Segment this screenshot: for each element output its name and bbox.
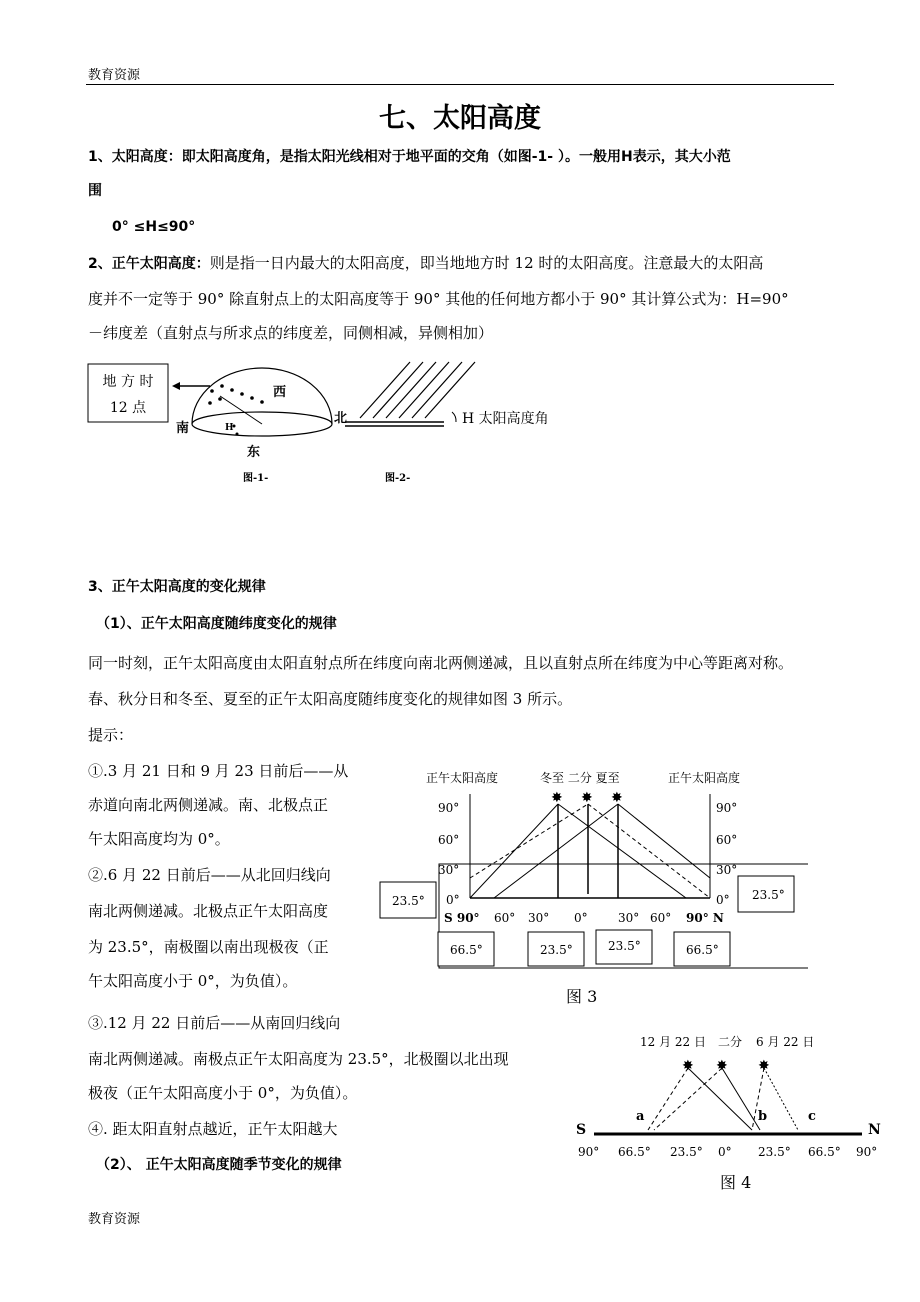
sec2-line3: －纬度差（直射点与所求点的纬度差，同侧相减，异侧相加） (88, 324, 494, 342)
fig3-left-title: 正午太阳高度 (426, 771, 499, 785)
page-title: 七、太阳高度 (379, 103, 541, 134)
fig3-rays (558, 804, 618, 898)
fig1-h: H (225, 423, 234, 433)
fig4-b: b (758, 1109, 768, 1124)
sec1-range: 0° ≤H≤90° (112, 219, 196, 235)
header-rule (86, 84, 834, 85)
fig3-right-title: 正午太阳高度 (668, 771, 741, 785)
fig1-east: 东 (247, 445, 261, 460)
fig1-ray (220, 396, 262, 424)
fig4-c: c (808, 1109, 816, 1124)
sec3-p1: 同一时刻，正午太阳高度由太阳直射点所在纬度向南北两侧递减，且以直射点所在纬度为中心等距离对称。 (88, 654, 794, 672)
sec3-heading: 3、正午太阳高度的变化规律 (88, 579, 266, 595)
sec3-sub1: （1）、正午太阳高度随纬度变化的规律 (96, 616, 337, 632)
fig4-rays (648, 1068, 798, 1130)
fig3-x-s60: 60° (494, 911, 516, 925)
fig4-top-jun: 6 月 22 日 (756, 1035, 815, 1049)
sec3-n2-l3: 为 23.5°，南极圈以南出现极夜（正 (88, 938, 329, 956)
sec3-p2: 春、秋分日和冬至、夏至的正午太阳高度随纬度变化的规律如图 3 所示。 (88, 690, 573, 708)
fig3-box-4-text: 66.5° (686, 943, 719, 957)
fig3-y-90-r: 90° (716, 801, 738, 815)
fig3-y-30-l: 30° (438, 863, 460, 877)
fig4-caption: 图 4 (720, 1173, 752, 1192)
fig3-y-90-l: 90° (438, 801, 460, 815)
sec2-label: 2、正午太阳高度： (88, 256, 210, 272)
fig3-sun-equinox: ✸ (581, 790, 593, 806)
page-header: 教育资源 (88, 68, 141, 83)
fig1-fig2 (80, 356, 600, 496)
sec3-tip: 提示： (88, 726, 134, 744)
fig1-sun-path (208, 384, 264, 435)
fig3-x-n30: 30° (618, 911, 640, 925)
sec3-n4: ④. 距太阳直射点越近，正午太阳越大 (88, 1120, 338, 1138)
fig3-lines (470, 804, 710, 898)
fig4-x-6: 90° (856, 1145, 878, 1159)
fig4-x-5: 66.5° (808, 1145, 841, 1159)
fig4-x-ticks (578, 1145, 877, 1159)
sec2-text: 则是指一日内最大的太阳高度，即当地地方时 12 时的太阳高度。注意最大的太阳高 (209, 254, 764, 272)
fig1-south: 南 (176, 421, 190, 436)
fig3-box-right-text: 23.5° (752, 888, 785, 902)
fig2-rays (360, 362, 475, 418)
fig1-box-line2: 12 点 (109, 400, 147, 416)
fig3-y-60-l: 60° (438, 833, 460, 847)
fig3-box-3-text: 23.5° (608, 939, 641, 953)
fig3-box-left-text: 23.5° (392, 894, 425, 908)
fig2-caption: 图-2- (385, 473, 411, 484)
fig4-sun-2: ✸ (716, 1058, 728, 1074)
fig2-angle-arc (452, 412, 456, 422)
fig3-box-1-text: 66.5° (450, 943, 483, 957)
sec1-line2: 围 (88, 183, 102, 199)
sec3-n1-l2: 赤道向南北两侧递减。南、北极点正 (88, 796, 329, 814)
fig1-west: 西 (273, 385, 287, 400)
sec3-n3-l3: 极夜（正午太阳高度小于 0°，为负值）。 (88, 1084, 358, 1102)
fig2-label: H 太阳高度角 (462, 411, 549, 427)
fig4-x-4: 23.5° (758, 1145, 791, 1159)
sec3-n1-l1: ①.3 月 21 日和 9 月 23 日前后——从 (88, 762, 349, 780)
sec3-sub2: （2）、 正午太阳高度随季节变化的规律 (96, 1157, 342, 1173)
fig1-north: 北 (334, 411, 348, 426)
fig4-x-0: 90° (578, 1145, 600, 1159)
sec2-line2: 度并不一定等于 90° 除直射点上的太阳高度等于 90° 其他的任何地方都小于 90° 其计算公式为：H=90° (88, 290, 789, 308)
fig3-x-s30: 30° (528, 911, 550, 925)
fig3-y-30-r: 30° (716, 863, 738, 877)
fig3-x-n60: 60° (650, 911, 672, 925)
fig3-y-0-r: 0° (716, 893, 730, 907)
fig1-caption: 图-1- (243, 473, 269, 484)
sec1-line1: 1、太阳高度：即太阳高度角，是指太阳光线相对于地平面的交角（如图-1- ）。一般用H表示，其大小范 (88, 149, 731, 165)
figure-3 (378, 764, 808, 1014)
fig4-N: N (868, 1122, 881, 1138)
fig4-sun-1: ✸ (682, 1058, 694, 1074)
fig3-sun-summer: ✸ (611, 790, 623, 806)
sec3-n3-l2: 南北两侧递减。南极点正午太阳高度为 23.5°，北极圈以北出现 (88, 1050, 509, 1068)
fig3-seasons: 冬至 二分 夏至 (540, 771, 620, 785)
fig1-box-line1: 地 方 时 (102, 374, 154, 390)
fig4-top-equinox: 二分 (718, 1035, 743, 1049)
fig4-x-2: 23.5° (670, 1145, 703, 1159)
sec3-n3-l1: ③.12 月 22 日前后——从南回归线向 (88, 1014, 341, 1032)
fig3-box-2-text: 23.5° (540, 943, 573, 957)
fig4-a: a (636, 1109, 645, 1124)
fig3-y-60-r: 60° (716, 833, 738, 847)
sec2-line1 (88, 246, 763, 281)
fig3-caption: 图 3 (566, 987, 598, 1006)
fig4-x-3: 0° (718, 1145, 732, 1159)
fig3-x-ticks (444, 911, 724, 925)
fig4-S: S (576, 1122, 587, 1138)
fig4-sun-3: ✸ (758, 1058, 770, 1074)
sec3-n2-l1: ②.6 月 22 日前后——从北回归线向 (88, 866, 331, 884)
fig3-x-n90: 90° N (686, 911, 724, 925)
fig3-sun-winter: ✸ (551, 790, 563, 806)
fig1-arrowhead (172, 382, 180, 390)
page-footer: 教育资源 (88, 1212, 141, 1227)
fig3-suns (551, 790, 623, 806)
figure-4 (572, 1030, 892, 1200)
fig4-top-dec: 12 月 22 日 (640, 1035, 706, 1049)
fig3-x-0: 0° (574, 911, 588, 925)
fig4-suns (682, 1058, 770, 1074)
fig3-x-s90: S 90° (444, 911, 480, 925)
fig3-y-0-l: 0° (446, 893, 460, 907)
sec3-n1-l3: 午太阳高度均为 0°。 (88, 830, 230, 848)
sec3-n2-l2: 南北两侧递减。北极点正午太阳高度 (88, 902, 329, 920)
sec3-n2-l4: 午太阳高度小于 0°，为负值）。 (88, 972, 298, 990)
fig4-x-1: 66.5° (618, 1145, 651, 1159)
